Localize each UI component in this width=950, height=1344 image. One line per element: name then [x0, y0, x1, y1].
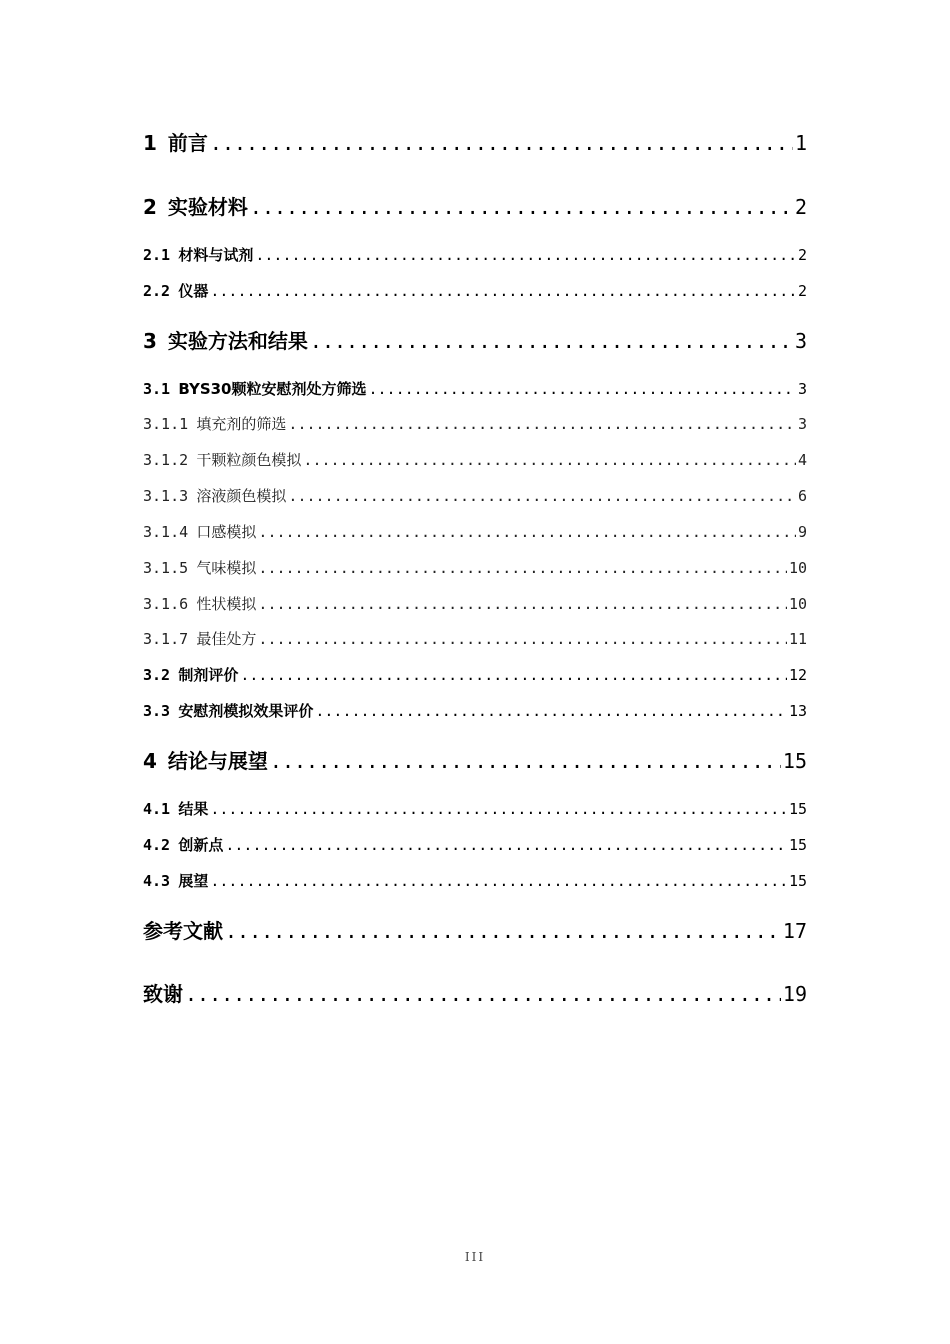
toc-number: 4.1 [143, 800, 171, 818]
toc-entry-4-1[interactable] [143, 798, 807, 819]
toc-leader-dots [255, 246, 796, 264]
toc-entry-3-1[interactable] [143, 378, 807, 399]
toc-title: 气味模拟 [196, 559, 257, 577]
toc-title: 最佳处方 [196, 630, 257, 648]
toc-page: 4 [797, 451, 807, 469]
toc-page: 13 [788, 702, 807, 720]
toc-number: 3.3 [143, 702, 171, 720]
toc-leader-dots [185, 982, 781, 1006]
toc-title: 口感模拟 [196, 523, 257, 541]
toc-number: 3.1.6 [143, 595, 189, 613]
toc-number: 4.2 [143, 836, 171, 854]
toc-entry-3-3[interactable] [143, 700, 807, 721]
toc-number: 3.1 [143, 380, 171, 398]
toc-title: 实验方法和结果 [167, 329, 308, 353]
toc-entry-acknowledgements[interactable] [143, 978, 807, 1007]
toc-page: 2 [797, 282, 807, 300]
toc-leader-dots [258, 559, 787, 577]
toc-leader-dots [303, 451, 796, 469]
toc-title: BYS30颗粒安慰剂处方筛选 [178, 380, 367, 398]
toc-page: 10 [788, 559, 807, 577]
toc-number: 3.1.1 [143, 415, 189, 433]
toc-title: 实验材料 [167, 195, 248, 219]
toc-page: 3 [794, 329, 807, 353]
toc-entry-3[interactable] [143, 325, 807, 354]
toc-number: 3 [143, 329, 157, 353]
toc-leader-dots [210, 131, 793, 155]
toc-number: 2.1 [143, 246, 171, 264]
toc-entry-3-1-4[interactable] [143, 521, 807, 542]
toc-leader-dots [210, 800, 787, 818]
toc-leader-dots [258, 630, 787, 648]
toc-leader-dots [258, 595, 787, 613]
toc-entry-4-3[interactable] [143, 870, 807, 891]
toc-number: 3.2 [143, 666, 171, 684]
page-number-footer: III [464, 1250, 486, 1264]
toc-page: 12 [788, 666, 807, 684]
toc-number: 3.1.2 [143, 451, 189, 469]
toc-entry-3-2[interactable] [143, 664, 807, 685]
toc-entry-2[interactable] [143, 191, 807, 220]
toc-page: 9 [797, 523, 807, 541]
toc-leader-dots [258, 523, 796, 541]
toc-leader-dots [288, 487, 796, 505]
toc-title: 仪器 [178, 282, 209, 300]
toc-title: 材料与试剂 [178, 246, 254, 264]
toc-entry-1[interactable] [143, 127, 807, 156]
toc-title: 干颗粒颜色模拟 [196, 451, 302, 469]
toc-leader-dots [225, 836, 787, 854]
toc-entry-3-1-1[interactable] [143, 413, 807, 434]
toc-page: 15 [782, 749, 807, 773]
toc-leader-dots [270, 749, 781, 773]
toc-number: 4 [143, 749, 157, 773]
toc-title: 结论与展望 [167, 749, 268, 773]
toc-title: 展望 [178, 872, 209, 890]
toc-leader-dots [250, 195, 793, 219]
toc-entry-3-1-7[interactable] [143, 628, 807, 649]
toc-page: 2 [797, 246, 807, 264]
toc-title: 溶液颜色模拟 [196, 487, 287, 505]
toc-page: 11 [788, 630, 807, 648]
toc-title: 结果 [178, 800, 209, 818]
toc-entry-4-2[interactable] [143, 834, 807, 855]
toc-leader-dots [310, 329, 793, 353]
toc-page: 3 [797, 380, 807, 398]
toc-number: 4.3 [143, 872, 171, 890]
toc-entry-2-2[interactable] [143, 280, 807, 301]
toc-title: 前言 [167, 131, 208, 155]
toc-page: 6 [797, 487, 807, 505]
toc-entry-3-1-6[interactable] [143, 593, 807, 614]
toc-leader-dots [210, 282, 796, 300]
toc-page: 15 [788, 872, 807, 890]
toc-leader-dots [210, 872, 787, 890]
toc-page: 3 [797, 415, 807, 433]
toc-number: 2.2 [143, 282, 171, 300]
toc-page: 2 [794, 195, 807, 219]
toc-title: 制剂评价 [178, 666, 239, 684]
toc-number: 3.1.5 [143, 559, 189, 577]
toc-page: 10 [788, 595, 807, 613]
toc-leader-dots [240, 666, 787, 684]
toc-title: 参考文献 [143, 919, 223, 943]
toc-page: 17 [782, 919, 807, 943]
toc-title: 性状模拟 [196, 595, 257, 613]
toc-page: 1 [794, 131, 807, 155]
toc-title: 填充剂的筛选 [196, 415, 287, 433]
toc-leader-dots [369, 380, 796, 398]
toc-entry-3-1-5[interactable] [143, 557, 807, 578]
toc-number: 2 [143, 195, 157, 219]
toc-leader-dots [225, 919, 781, 943]
toc-number: 1 [143, 131, 157, 155]
toc-number: 3.1.7 [143, 630, 189, 648]
toc-entry-3-1-2[interactable] [143, 449, 807, 470]
toc-number: 3.1.4 [143, 523, 189, 541]
toc-title: 致谢 [143, 982, 183, 1006]
toc-page: 15 [788, 836, 807, 854]
toc-leader-dots [288, 415, 796, 433]
toc-title: 安慰剂模拟效果评价 [178, 702, 314, 720]
toc-leader-dots [315, 702, 787, 720]
toc-entry-3-1-3[interactable] [143, 485, 807, 506]
toc-number: 3.1.3 [143, 487, 189, 505]
toc-entry-4[interactable] [143, 745, 807, 774]
toc-page: 19 [782, 982, 807, 1006]
toc-entry-2-1[interactable] [143, 244, 807, 265]
toc-title: 创新点 [178, 836, 224, 854]
toc-page: 15 [788, 800, 807, 818]
toc-entry-references[interactable] [143, 915, 807, 944]
